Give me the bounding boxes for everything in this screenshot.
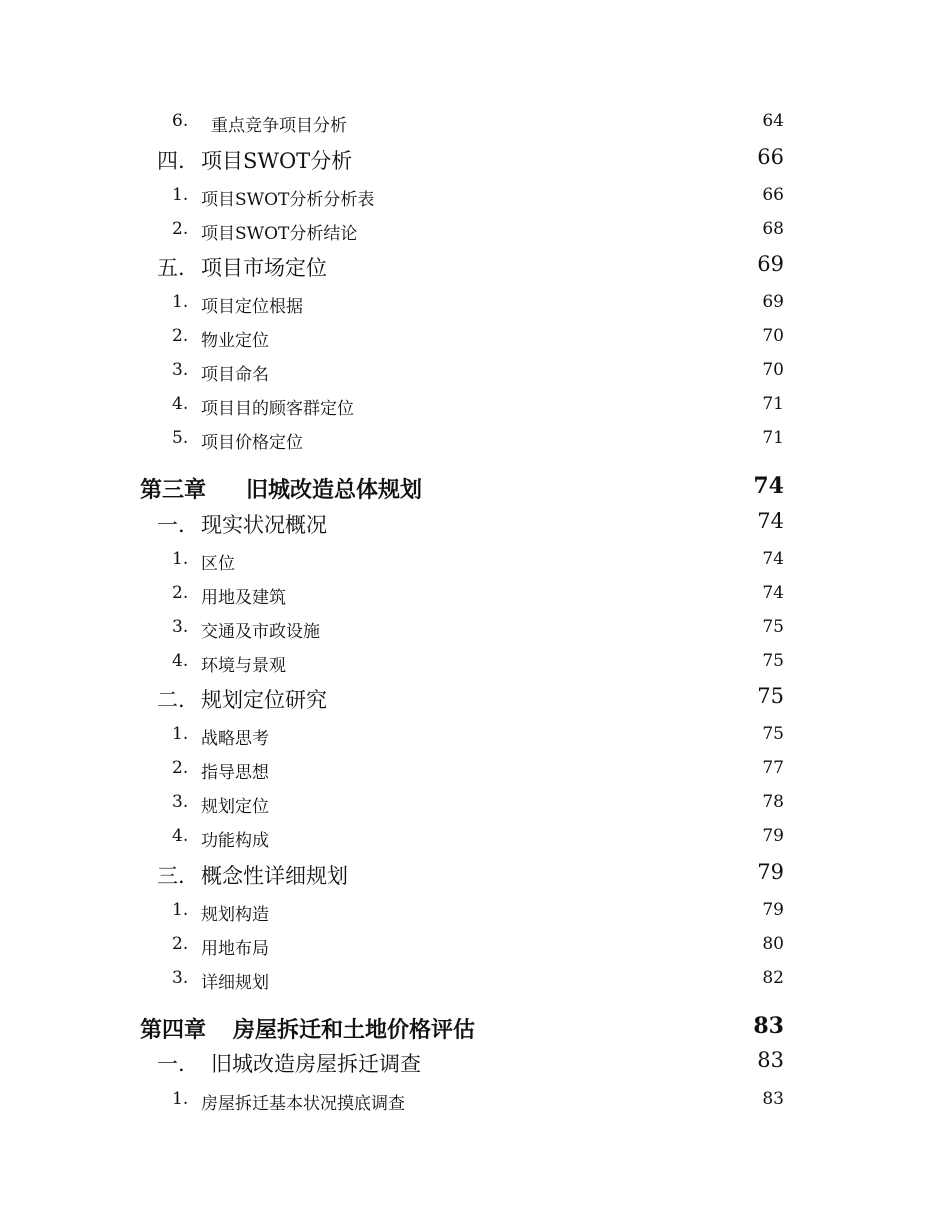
toc-entry-page: 75	[762, 651, 784, 671]
toc-entry-number: 1.	[172, 900, 189, 920]
toc-chapter-title: 房屋拆迁和土地价格评估	[233, 1017, 476, 1043]
toc-entry[interactable]	[0, 185, 950, 215]
toc-entry-number: 3.	[172, 792, 189, 812]
toc-entry[interactable]	[0, 428, 950, 458]
toc-entry-title: 房屋拆迁基本状况摸底调查	[201, 1094, 405, 1114]
toc-entry[interactable]	[0, 968, 950, 998]
toc-entry-number: 4.	[172, 651, 189, 671]
toc-chapter-title: 旧城改造总体规划	[246, 477, 423, 503]
toc-entry-number: 4.	[172, 826, 189, 846]
toc-entry[interactable]	[0, 111, 950, 141]
toc-entry-page: 79	[762, 900, 784, 920]
toc-entry-number: 一.	[157, 513, 185, 537]
toc-entry-number: 3.	[172, 617, 189, 637]
toc-entry-title: 规划定位	[201, 797, 269, 817]
toc-entry-title: 交通及市政设施	[201, 622, 320, 642]
toc-entry-number: 1.	[172, 292, 189, 312]
toc-entry-title: 重点竞争项目分析	[211, 116, 347, 136]
toc-entry-title: 项目目的顾客群定位	[201, 399, 354, 419]
toc-entry[interactable]	[0, 860, 950, 890]
toc-entry-number: 四.	[157, 149, 185, 173]
toc-entry-number: 2.	[172, 758, 189, 778]
toc-entry[interactable]	[0, 549, 950, 579]
toc-entry-title: 旧城改造房屋拆迁调查	[211, 1052, 421, 1076]
toc-entry-number: 二.	[157, 688, 185, 712]
toc-entry-page: 74	[762, 583, 784, 603]
toc-entry[interactable]	[0, 509, 950, 539]
toc-entry-number: 3.	[172, 360, 189, 380]
toc-entry[interactable]	[0, 792, 950, 822]
toc-entry[interactable]	[0, 326, 950, 356]
toc-entry-title: 项目SWOT分析结论	[201, 224, 358, 244]
toc-entry-title: 战略思考	[201, 729, 269, 749]
toc-entry[interactable]	[0, 394, 950, 424]
toc-entry-page: 83	[762, 1089, 784, 1109]
toc-entry-title: 规划定位研究	[201, 688, 327, 712]
toc-chapter-page: 83	[753, 1013, 784, 1039]
toc-entry[interactable]	[0, 145, 950, 175]
toc-entry-number: 4.	[172, 394, 189, 414]
toc-entry-page: 66	[757, 145, 784, 169]
toc-chapter-number: 第三章	[140, 477, 207, 503]
toc-entry-title: 现实状况概况	[201, 513, 327, 537]
toc-entry-title: 用地布局	[201, 939, 269, 959]
toc-entry-page: 69	[757, 252, 784, 276]
toc-entry[interactable]	[0, 1089, 950, 1119]
toc-entry[interactable]	[0, 292, 950, 322]
toc-entry-page: 66	[762, 185, 784, 205]
toc-entry[interactable]	[0, 684, 950, 714]
toc-entry-title: 项目定位根据	[201, 297, 303, 317]
toc-entry-page: 71	[762, 428, 784, 448]
toc-entry-page: 79	[757, 860, 784, 884]
toc-entry-page: 80	[762, 934, 784, 954]
toc-entry-number: 2.	[172, 934, 189, 954]
toc-entry-title: 概念性详细规划	[201, 864, 348, 888]
toc-entry-number: 2.	[172, 583, 189, 603]
toc-entry-title: 项目SWOT分析	[201, 149, 353, 173]
toc-entry-page: 79	[762, 826, 784, 846]
toc-entry-page: 70	[762, 360, 784, 380]
toc-entry-title: 指导思想	[201, 763, 269, 783]
toc-entry-page: 74	[762, 549, 784, 569]
toc-entry-title: 功能构成	[201, 831, 269, 851]
toc-entry-number: 6.	[172, 111, 189, 131]
toc-entry[interactable]	[0, 934, 950, 964]
toc-chapter[interactable]	[0, 473, 950, 503]
toc-entry[interactable]	[0, 651, 950, 681]
toc-entry-title: 项目SWOT分析分析表	[201, 190, 375, 210]
toc-entry[interactable]	[0, 900, 950, 930]
toc-entry-title: 项目市场定位	[201, 256, 327, 280]
toc-entry-page: 75	[762, 724, 784, 744]
toc-entry-number: 1.	[172, 185, 189, 205]
toc-entry[interactable]	[0, 1048, 950, 1078]
toc-chapter-number: 第四章	[140, 1017, 207, 1043]
toc-chapter-page: 74	[753, 473, 784, 499]
toc-entry-number: 1.	[172, 724, 189, 744]
toc-entry-page: 82	[762, 968, 784, 988]
toc-entry[interactable]	[0, 617, 950, 647]
toc-entry-title: 区位	[201, 554, 235, 574]
toc-entry-page: 77	[762, 758, 784, 778]
toc-entry[interactable]	[0, 758, 950, 788]
toc-entry[interactable]	[0, 826, 950, 856]
toc-entry-title: 规划构造	[201, 905, 269, 925]
toc-entry[interactable]	[0, 252, 950, 282]
toc-entry-page: 78	[762, 792, 784, 812]
toc-entry-page: 75	[762, 617, 784, 637]
toc-entry-page: 70	[762, 326, 784, 346]
toc-entry-number: 2.	[172, 219, 189, 239]
toc-entry-page: 83	[757, 1048, 784, 1072]
toc-entry-number: 一.	[157, 1052, 185, 1076]
toc-entry[interactable]	[0, 583, 950, 613]
toc-entry-number: 2.	[172, 326, 189, 346]
toc-entry-page: 64	[762, 111, 784, 131]
toc-entry[interactable]	[0, 360, 950, 390]
toc-entry-title: 物业定位	[201, 331, 269, 351]
toc-entry[interactable]	[0, 724, 950, 754]
toc-entry-page: 68	[762, 219, 784, 239]
toc-entry-number: 5.	[172, 428, 189, 448]
toc-entry-page: 75	[757, 684, 784, 708]
toc-entry[interactable]	[0, 219, 950, 249]
toc-entry-title: 用地及建筑	[201, 588, 286, 608]
toc-entry-number: 1.	[172, 1089, 189, 1109]
toc-entry-title: 环境与景观	[201, 656, 286, 676]
toc-entry-number: 1.	[172, 549, 189, 569]
toc-entry-page: 74	[757, 509, 784, 533]
toc-chapter[interactable]	[0, 1013, 950, 1043]
toc-entry-number: 三.	[157, 864, 185, 888]
toc-entry-title: 详细规划	[201, 973, 269, 993]
toc-entry-page: 71	[762, 394, 784, 414]
toc-entry-title: 项目命名	[201, 365, 269, 385]
toc-entry-title: 项目价格定位	[201, 433, 303, 453]
toc-entry-number: 3.	[172, 968, 189, 988]
toc-entry-page: 69	[762, 292, 784, 312]
toc-entry-number: 五.	[157, 256, 185, 280]
